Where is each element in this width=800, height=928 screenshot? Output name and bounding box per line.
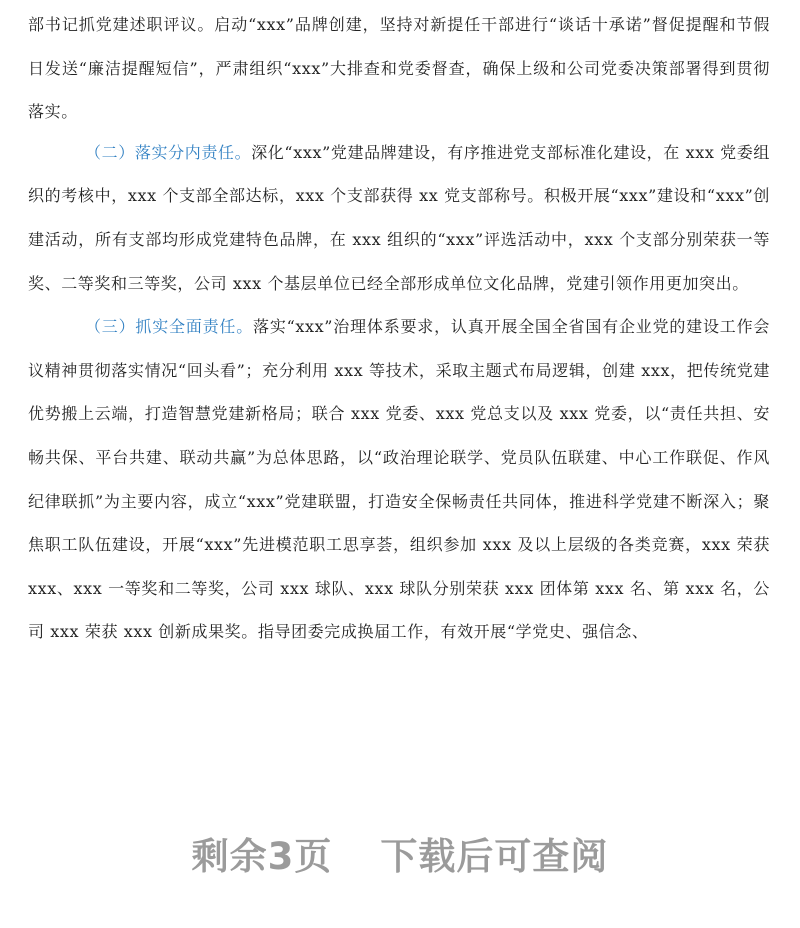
paragraph-1-text: 部书记抓党建述职评议。启动“xxx”品牌创建，坚持对新提任干部进行“谈话十承诺”督促提醒和节假日发送“廉洁提醒短信”，严肃组织“xxx”大排查和党委督查，确保上级和公司党委决策部署得到贯彻落实。 bbox=[28, 15, 770, 122]
paragraph-1 bbox=[28, 3, 770, 134]
document-body bbox=[28, 0, 770, 654]
download-to-view-text: 下载后可查阅 bbox=[380, 835, 609, 878]
paragraph-3-text: 落实“xxx”治理体系要求，认真开展全国全省国有企业党的建设工作会议精神贯彻落实情况“回头看”；充分利用 xxx 等技术，采取主题式布局逻辑，创建 xxx，把传统党建优势搬上云端，打造智慧党建新格局；联合 xxx 党委、xxx 党总支以及 xxx 党委，以“责任共担、安畅共保、平台共建、联动共赢”为总体思路，以“政治理论联学、党员队伍联建、中心工作联促、作风纪律联抓”为主要内容，成立“xxx”党建联盟，打造安全保畅责任共同体，推进科学党建不断深入；聚焦职工队伍建设，开展“xxx”先进模范职工思享荟，组织参加 xxx 及以上层级的各类竞赛，xxx 荣获 xxx、xxx 一等奖和二等奖，公司 xxx 球队、xxx 球队分别荣获 xxx 团体第 xxx 名、第 xxx 名，公司 xxx 荣获 xxx 创新成果奖。指导团委完成换届工作，有效开展“学党史、强信念、 bbox=[28, 317, 770, 642]
section-heading-3: （三）抓实全面责任。 bbox=[85, 317, 254, 337]
paragraph-2-text: 深化“xxx”党建品牌建设，有序推进党支部标准化建设，在 xxx 党委组织的考核中，xxx 个支部全部达标，xxx 个支部获得 xx 党支部称号。积极开展“xxx”建设和“xxx”创建活动，所有支部均形成党建特色品牌，在 xxx 组织的“xxx”评选活动中，xxx 个支部分别荣获一等奖、二等奖和三等奖，公司 xxx 个基层单位已经全部形成单位文化品牌，党建引领作用更加突出。 bbox=[28, 142, 770, 293]
section-heading-2: （二）落实分内责任。 bbox=[85, 142, 252, 162]
download-notice[interactable] bbox=[0, 826, 800, 880]
remaining-pages-text: 剩余3页 bbox=[191, 835, 333, 878]
paragraph-2 bbox=[28, 131, 770, 305]
paragraph-3 bbox=[28, 305, 770, 654]
